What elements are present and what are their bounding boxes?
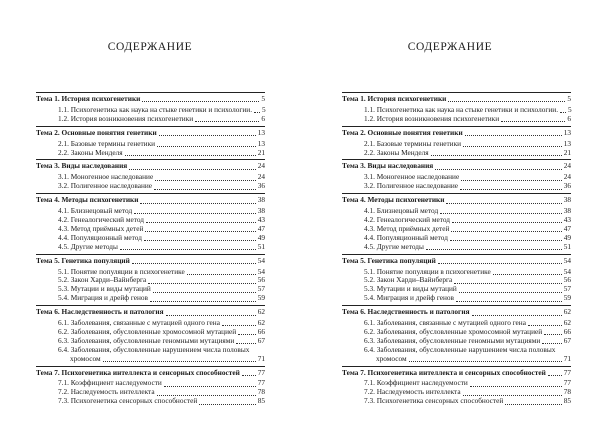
chapter-page: 62 [257, 307, 265, 317]
section-page: 51 [563, 241, 571, 251]
dot-leader [242, 374, 256, 376]
section-title: 4.2. Генеалогический метод [364, 214, 451, 224]
section-page: 85 [563, 396, 571, 406]
section-page: 71 [257, 353, 265, 363]
dot-leader [409, 360, 562, 362]
chapter-title: Тема 7. Психогенетика интеллекта и сенсорных способностей [342, 367, 546, 377]
section-title: 5.4. Миграция и дрейф генов [58, 293, 148, 303]
section-title-continuation [58, 355, 265, 364]
dot-leader [120, 248, 256, 250]
dot-leader [470, 385, 562, 387]
chapter-title: Тема 4. Методы психогенетики [342, 195, 445, 205]
section-title: 5.3. Мутации и виды мутаций [58, 284, 151, 294]
section-title: 5.1. Понятие популяции в психогенетике [364, 266, 491, 276]
dot-leader [254, 111, 260, 113]
dot-leader [132, 262, 256, 264]
dot-leader [501, 120, 565, 122]
section-title: 2.1. Базовые термины генетики [364, 138, 462, 148]
toc-chapter [36, 257, 265, 306]
toc-chapter [342, 369, 571, 409]
section-page: 47 [563, 223, 571, 233]
chapter-title: Тема 2. Основные понятия генетики [342, 127, 463, 137]
toc-section-entry [342, 346, 571, 364]
dot-leader [438, 262, 562, 264]
chapter-title: Тема 1. История психогенетики [36, 94, 141, 103]
chapter-title: Тема 3. Виды наследования [36, 161, 128, 171]
chapter-page: 5 [567, 94, 571, 103]
chapter-page: 13 [563, 127, 571, 137]
toc-chapter [342, 129, 571, 160]
toc-chapter-entry [342, 95, 571, 104]
section-page: 47 [257, 223, 265, 233]
chapter-title: Тема 3. Виды наследования [342, 161, 434, 171]
dot-leader [426, 248, 562, 250]
chapter-divider [36, 159, 265, 160]
section-title: 7.1. Коэффициент наследуемости [364, 378, 468, 388]
toc-section-entry [36, 115, 265, 124]
dot-leader [451, 230, 561, 232]
page-title: СОДЕРЖАНИЕ [407, 41, 493, 53]
section-title: 4.1. Близнецовый метод [58, 206, 133, 216]
section-title: 7.3. Психогенетика сенсорных способностей [364, 396, 504, 406]
section-title: 2.2. Законы Менделя [364, 147, 429, 157]
section-title: 3.2. Полигенное наследование [58, 181, 153, 191]
section-title: 1.1. Психогенетика как наука на стыке генетики и психологии. [58, 104, 253, 114]
section-title: 5.2. Закон Харди–Вайнберга [58, 275, 147, 285]
table-of-contents [342, 92, 571, 408]
dot-leader [103, 360, 256, 362]
toc-chapter [342, 162, 571, 193]
dot-leader [157, 145, 256, 147]
section-title: 4.5. Другие методы [58, 241, 118, 251]
dot-leader [548, 374, 562, 376]
dot-leader [144, 239, 256, 241]
section-page: 59 [257, 293, 265, 303]
chapter-divider [342, 159, 571, 160]
dot-leader [435, 168, 561, 170]
section-title: 4.1. Близнецовый метод [364, 206, 439, 216]
chapter-divider [36, 366, 265, 367]
chapter-page: 24 [257, 161, 265, 171]
dot-leader [431, 154, 562, 156]
section-page: 24 [563, 172, 571, 182]
dot-leader [199, 403, 255, 405]
chapter-divider [36, 305, 265, 306]
chapter-page: 62 [563, 307, 571, 317]
section-page: 38 [257, 206, 265, 216]
toc-chapter-entry [342, 369, 571, 378]
dot-leader [140, 202, 255, 204]
section-title: 4.4. Популяционный метод [58, 232, 142, 242]
dot-leader [159, 134, 256, 136]
section-title: 1.1. Психогенетика как наука на стыке генетики и психологии. [364, 104, 559, 114]
dot-leader [440, 212, 562, 214]
toc-section-entry [342, 243, 571, 252]
section-title: 5.3. Мутации и виды мутаций [364, 284, 457, 294]
dot-leader [472, 314, 562, 316]
toc-chapter-entry [342, 308, 571, 317]
section-page: 56 [563, 275, 571, 285]
chapter-divider [36, 254, 265, 255]
section-page: 78 [563, 387, 571, 397]
chapter-divider [342, 366, 571, 367]
page-right [300, 0, 600, 422]
section-page: 59 [563, 293, 571, 303]
chapter-page: 54 [257, 255, 265, 265]
section-title: 4.2. Генеалогический метод [58, 214, 145, 224]
section-title: 1.2. История возникновения психогенетики [364, 113, 500, 123]
dot-leader [461, 179, 562, 181]
section-page: 24 [257, 172, 265, 182]
section-page: 36 [563, 181, 571, 191]
section-page: 57 [257, 284, 265, 294]
section-title: 6.2. Заболевания, обусловленные хромосомной мутацией [58, 326, 237, 336]
toc-chapter-entry [342, 196, 571, 205]
section-page: 77 [563, 378, 571, 388]
chapter-page: 24 [563, 161, 571, 171]
section-page: 67 [563, 335, 571, 345]
section-title: 4.3. Метод приёмных детей [58, 223, 144, 233]
toc-chapter-entry [342, 257, 571, 266]
toc-section-entry [342, 149, 571, 158]
section-page: 13 [257, 138, 265, 148]
section-title: 6.1. Заболевания, связанные с мутацией одного гена [58, 318, 220, 328]
dot-leader [505, 403, 561, 405]
toc-chapter [342, 196, 571, 253]
section-page: 54 [563, 266, 571, 276]
section-page: 66 [257, 326, 265, 336]
chapter-title: Тема 1. История психогенетики [342, 94, 447, 103]
toc-chapter [36, 129, 265, 160]
dot-leader [150, 300, 256, 302]
chapter-divider [36, 92, 265, 93]
section-page: 36 [257, 181, 265, 191]
dot-leader [148, 282, 256, 284]
section-title: 6.3. Заболевания, обусловленные геномными мутациями [58, 335, 235, 345]
dot-leader [125, 154, 256, 156]
section-page: 5 [262, 104, 266, 114]
section-title: 6.3. Заболевания, обусловленные геномными мутациями [364, 335, 541, 345]
chapter-divider [36, 193, 265, 194]
toc-section-entry [342, 115, 571, 124]
section-title: 6.1. Заболевания, связанные с мутацией одного гена [364, 318, 526, 328]
page-title: СОДЕРЖАНИЕ [107, 41, 193, 53]
dot-leader [154, 188, 256, 190]
chapter-title: Тема 5. Генетика популяций [342, 255, 436, 265]
section-page: 21 [257, 147, 265, 157]
section-title: 3.2. Полигенное наследование [364, 181, 459, 191]
dot-leader [456, 300, 562, 302]
dot-leader [236, 342, 255, 344]
section-page: 71 [563, 353, 571, 363]
section-page: 43 [257, 214, 265, 224]
section-title: 3.1. Моногенное наследование [364, 172, 460, 182]
section-title: 6.4. Заболевания, обусловленные нарушением числа половых [364, 344, 556, 354]
section-title: 2.1. Базовые термины генетики [58, 138, 156, 148]
toc-chapter-entry [36, 308, 265, 317]
section-page: 54 [257, 266, 265, 276]
chapter-divider [342, 193, 571, 194]
chapter-divider [342, 126, 571, 127]
toc-chapter-entry [342, 162, 571, 171]
chapter-divider [36, 126, 265, 127]
chapter-title: Тема 4. Методы психогенетики [36, 195, 139, 205]
toc-chapter-entry [36, 129, 265, 138]
section-title: 7.2. Наследуемость интеллекта [364, 387, 461, 397]
section-page: 21 [563, 147, 571, 157]
section-title: 1.2. История возникновения психогенетики [58, 113, 194, 123]
chapter-page: 13 [257, 127, 265, 137]
dot-leader [544, 333, 562, 335]
toc-section-entry [36, 243, 265, 252]
chapter-divider [342, 305, 571, 306]
dot-leader [465, 134, 562, 136]
section-page: 67 [257, 335, 265, 345]
toc-section-entry [36, 294, 265, 303]
dot-leader [460, 188, 562, 190]
section-title: 5.1. Понятие популяции в психогенетике [58, 266, 185, 276]
chapter-title: Тема 6. Наследственность и патология [342, 307, 470, 317]
toc-section-entry [342, 294, 571, 303]
toc-chapter [342, 257, 571, 306]
dot-leader [145, 230, 255, 232]
section-page: 43 [563, 214, 571, 224]
toc-section-entry [36, 149, 265, 158]
chapter-title: Тема 7. Психогенетика интеллекта и сенсорных способностей [36, 367, 240, 377]
section-title: 7.2. Наследуемость интеллекта [58, 387, 155, 397]
toc-chapter [342, 308, 571, 365]
chapter-page: 38 [257, 195, 265, 205]
section-page: 85 [257, 396, 265, 406]
toc-chapter [36, 369, 265, 409]
section-title: 4.3. Метод приёмных детей [364, 223, 450, 233]
section-title: 2.2. Законы Менделя [58, 147, 123, 157]
section-page: 66 [563, 326, 571, 336]
section-title-cont: хромосом [70, 353, 101, 363]
section-title: 7.1. Коэффициент наследуемости [58, 378, 162, 388]
toc-chapter [36, 308, 265, 365]
chapter-page: 77 [257, 367, 265, 377]
section-page: 62 [563, 318, 571, 328]
dot-leader [166, 314, 256, 316]
toc-chapter-entry [36, 95, 265, 104]
toc-chapter-entry [36, 369, 265, 378]
toc-section-entry [36, 346, 265, 364]
chapter-page: 77 [563, 367, 571, 377]
toc-section-entry [36, 397, 265, 406]
dot-leader [459, 291, 562, 293]
dot-leader [542, 342, 561, 344]
chapter-page: 38 [563, 195, 571, 205]
toc-chapter [36, 196, 265, 253]
dot-leader [195, 120, 259, 122]
section-page: 56 [257, 275, 265, 285]
chapter-divider [342, 92, 571, 93]
section-page: 62 [257, 318, 265, 328]
section-page: 57 [563, 284, 571, 294]
dot-leader [450, 239, 562, 241]
dot-leader [153, 291, 256, 293]
section-page: 49 [257, 232, 265, 242]
section-page: 13 [563, 138, 571, 148]
section-page: 38 [563, 206, 571, 216]
toc-chapter [342, 95, 571, 126]
dot-leader [129, 168, 255, 170]
toc-chapter-entry [36, 257, 265, 266]
dot-leader [155, 179, 256, 181]
section-title: 4.4. Популяционный метод [364, 232, 448, 242]
dot-leader [454, 282, 562, 284]
chapter-title: Тема 6. Наследственность и патология [36, 307, 164, 317]
toc-chapter-entry [342, 129, 571, 138]
section-title-cont: хромосом [376, 353, 407, 363]
section-page: 78 [257, 387, 265, 397]
toc-chapter [36, 95, 265, 126]
chapter-page: 54 [563, 255, 571, 265]
dot-leader [142, 100, 259, 102]
section-page: 51 [257, 241, 265, 251]
section-title: 3.1. Моногенное наследование [58, 172, 154, 182]
section-title: 4.5. Другие методы [364, 241, 424, 251]
section-title: 7.3. Психогенетика сенсорных способностей [58, 396, 198, 406]
chapter-divider [342, 254, 571, 255]
section-page: 77 [257, 378, 265, 388]
table-of-contents [36, 92, 265, 408]
section-page: 5 [568, 104, 572, 114]
dot-leader [452, 221, 562, 223]
chapter-title: Тема 5. Генетика популяций [36, 255, 130, 265]
section-page: 6 [567, 113, 571, 123]
toc-chapter-entry [36, 196, 265, 205]
toc-section-entry [342, 182, 571, 191]
dot-leader [560, 111, 566, 113]
dot-leader [446, 202, 561, 204]
dot-leader [134, 212, 256, 214]
section-title-continuation [364, 355, 571, 364]
dot-leader [187, 273, 256, 275]
section-title: 5.4. Миграция и дрейф генов [364, 293, 454, 303]
toc-section-entry [36, 182, 265, 191]
section-title: 6.2. Заболевания, обусловленные хромосомной мутацией [364, 326, 543, 336]
dot-leader [463, 145, 562, 147]
section-page: 6 [261, 113, 265, 123]
section-title: 5.2. Закон Харди–Вайнберга [364, 275, 453, 285]
dot-leader [238, 333, 256, 335]
chapter-title: Тема 2. Основные понятия генетики [36, 127, 157, 137]
chapter-page: 5 [261, 94, 265, 103]
toc-chapter [36, 162, 265, 193]
dot-leader [164, 385, 256, 387]
section-page: 49 [563, 232, 571, 242]
toc-section-entry [342, 397, 571, 406]
dot-leader [146, 221, 256, 223]
dot-leader [448, 100, 565, 102]
section-title: 6.4. Заболевания, обусловленные нарушением числа половых [58, 344, 250, 354]
dot-leader [493, 273, 562, 275]
toc-chapter-entry [36, 162, 265, 171]
